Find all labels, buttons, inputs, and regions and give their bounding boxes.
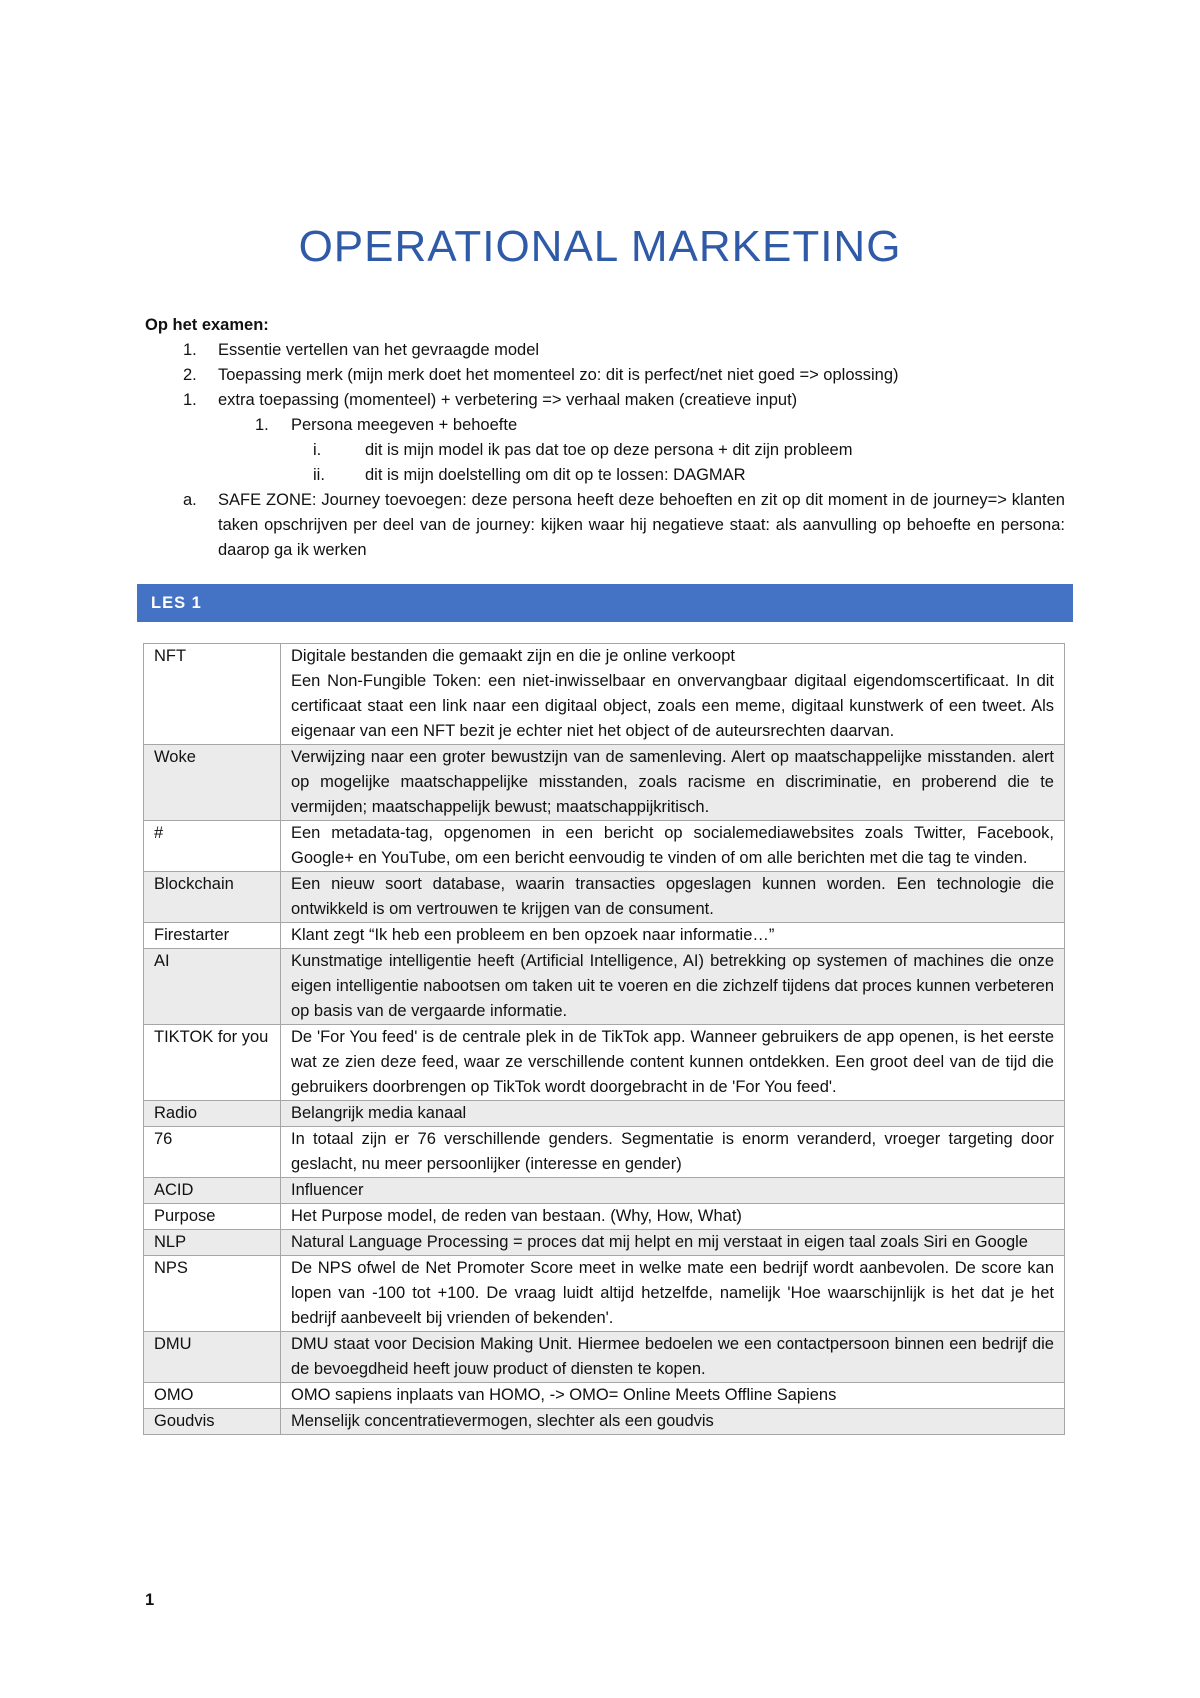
glossary-term: Purpose bbox=[144, 1204, 281, 1230]
glossary-definition: Belangrijk media kanaal bbox=[281, 1101, 1065, 1127]
glossary-term: NLP bbox=[144, 1230, 281, 1256]
glossary-definition: Menselijk concentratievermogen, slechter als een goudvis bbox=[281, 1409, 1065, 1435]
glossary-definition: In totaal zijn er 76 verschillende genders. Segmentatie is enorm veranderd, vroeger targeting door geslacht, nu meer persoonlijker (interesse en gender) bbox=[281, 1127, 1065, 1178]
list-marker: 1. bbox=[255, 416, 269, 434]
glossary-definition: OMO sapiens inplaats van HOMO, -> OMO= Online Meets Offline Sapiens bbox=[281, 1383, 1065, 1409]
glossary-term: 76 bbox=[144, 1127, 281, 1178]
list-text: Persona meegeven + behoefte bbox=[291, 416, 518, 434]
glossary-term: # bbox=[144, 821, 281, 872]
glossary-term: DMU bbox=[144, 1332, 281, 1383]
exam-section bbox=[145, 313, 1065, 563]
glossary-definition: Een metadata-tag, opgenomen in een bericht op socialemediawebsites zoals Twitter, Facebook, Google+ en YouTube, om een bericht eenvoudig te vinden of om alle berichten met die tag te vinden. bbox=[281, 821, 1065, 872]
glossary-term: TIKTOK for you bbox=[144, 1025, 281, 1101]
page-number: 1 bbox=[145, 1591, 155, 1609]
glossary-term: NPS bbox=[144, 1256, 281, 1332]
glossary-definition: Een nieuw soort database, waarin transacties opgeslagen kunnen worden. Een technologie die ontwikkeld is om vertrouwen te krijgen van de consument. bbox=[281, 872, 1065, 923]
table-row bbox=[144, 1409, 1065, 1435]
list-marker: a. bbox=[183, 491, 197, 509]
glossary-definition: Het Purpose model, de reden van bestaan. (Why, How, What) bbox=[281, 1204, 1065, 1230]
table-row bbox=[144, 1025, 1065, 1101]
list-marker: ii. bbox=[313, 466, 325, 484]
glossary-definition: Klant zegt “Ik heb een probleem en ben opzoek naar informatie…” bbox=[281, 923, 1065, 949]
list-marker: 1. bbox=[183, 391, 197, 409]
glossary-definition: Verwijzing naar een groter bewustzijn van de samenleving. Alert op maatschappelijke misstanden. alert op mogelijke maatschappelijke misstanden, zoals racisme en discriminatie, en proberend die te vermijden; maatschappelijk bewust; maatschappijkritisch. bbox=[281, 745, 1065, 821]
table-row bbox=[144, 1127, 1065, 1178]
glossary-term: AI bbox=[144, 949, 281, 1025]
exam-item bbox=[145, 388, 1065, 413]
table-row bbox=[144, 821, 1065, 872]
glossary-term: Woke bbox=[144, 745, 281, 821]
list-text: extra toepassing (momenteel) + verbetering => verhaal maken (creatieve input) bbox=[218, 391, 798, 409]
glossary-term: ACID bbox=[144, 1178, 281, 1204]
table-row bbox=[144, 1230, 1065, 1256]
table-row bbox=[144, 745, 1065, 821]
list-text: Essentie vertellen van het gevraagde model bbox=[218, 341, 540, 359]
exam-item bbox=[145, 338, 1065, 363]
glossary-definition: De 'For You feed' is de centrale plek in de TikTok app. Wanneer gebruikers de app openen, is het eerste wat ze zien deze feed, waar ze verschillende content kunnen ontdekken. Een groot deel van de tijd die gebruikers doorbrengen op TikTok wordt doorgebracht in de 'For You feed'. bbox=[281, 1025, 1065, 1101]
table-row bbox=[144, 644, 1065, 745]
glossary-term: NFT bbox=[144, 644, 281, 745]
glossary-term: Radio bbox=[144, 1101, 281, 1127]
list-marker: i. bbox=[313, 441, 322, 459]
table-row bbox=[144, 1178, 1065, 1204]
glossary-term: Firestarter bbox=[144, 923, 281, 949]
table-row bbox=[144, 1383, 1065, 1409]
table-row bbox=[144, 949, 1065, 1025]
glossary-definition: De NPS ofwel de Net Promoter Score meet in welke mate een bedrijf wordt aanbevolen. De score kan lopen van -100 tot +100. De vraag luidt altijd hetzelfde, namelijk 'Hoe waarschijnlijk is het dat je het bedrijf aanbeveelt bij vrienden of bekenden'. bbox=[281, 1256, 1065, 1332]
glossary-term: Blockchain bbox=[144, 872, 281, 923]
table-row bbox=[144, 1204, 1065, 1230]
exam-item bbox=[145, 413, 1065, 438]
list-text: dit is mijn model ik pas dat toe op deze persona + dit zijn probleem bbox=[365, 441, 853, 459]
table-row bbox=[144, 923, 1065, 949]
glossary-table bbox=[143, 643, 1065, 1435]
exam-item bbox=[145, 438, 1065, 463]
list-text: dit is mijn doelstelling om dit op te lossen: DAGMAR bbox=[365, 466, 746, 484]
list-text: Toepassing merk (mijn merk doet het momenteel zo: dit is perfect/net niet goed => oplossing) bbox=[218, 366, 899, 384]
list-text: SAFE ZONE: Journey toevoegen: deze persona heeft deze behoeften en zit op dit moment in de journey=> klanten taken opschrijven per deel van de journey: kijken waar hij negatieve staat: als aanvulling op behoefte en persona: daarop ga ik werken bbox=[218, 491, 1065, 559]
glossary-definition: Influencer bbox=[281, 1178, 1065, 1204]
table-row bbox=[144, 1101, 1065, 1127]
glossary-definition: DMU staat voor Decision Making Unit. Hiermee bedoelen we een contactpersoon binnen een bedrijf die de bevoegdheid heeft jouw product of diensten te kopen. bbox=[281, 1332, 1065, 1383]
glossary-term: Goudvis bbox=[144, 1409, 281, 1435]
table-row bbox=[144, 1256, 1065, 1332]
list-marker: 1. bbox=[183, 341, 197, 359]
exam-item bbox=[145, 363, 1065, 388]
glossary-definition: Digitale bestanden die gemaakt zijn en die je online verkoopt Een Non-Fungible Token: een niet-inwisselbaar en onvervangbaar digitaal eigendomscertificaat. In dit certificaat staat een link naar een digitaal object, zoals een meme, digitaal kunstwerk of een tweet. Als eigenaar van een NFT bezit je echter niet het object of de auteursrechten daarvan. bbox=[281, 644, 1065, 745]
list-marker: 2. bbox=[183, 366, 197, 384]
glossary-definition: Kunstmatige intelligentie heeft (Artificial Intelligence, AI) betrekking op systemen of machines die onze eigen intelligentie nabootsen om taken uit te voeren en die zichzelf tijdens dat proces kunnen verbeteren op basis van de vergaarde informatie. bbox=[281, 949, 1065, 1025]
glossary-term: OMO bbox=[144, 1383, 281, 1409]
document-title: OPERATIONAL MARKETING bbox=[298, 222, 902, 271]
section-header: LES 1 bbox=[137, 584, 1073, 622]
exam-item bbox=[145, 488, 1065, 563]
glossary-definition: Natural Language Processing = proces dat mij helpt en mij verstaat in eigen taal zoals Siri en Google bbox=[281, 1230, 1065, 1256]
exam-item bbox=[145, 463, 1065, 488]
table-row bbox=[144, 872, 1065, 923]
exam-heading: Op het examen: bbox=[145, 316, 269, 334]
table-row bbox=[144, 1332, 1065, 1383]
